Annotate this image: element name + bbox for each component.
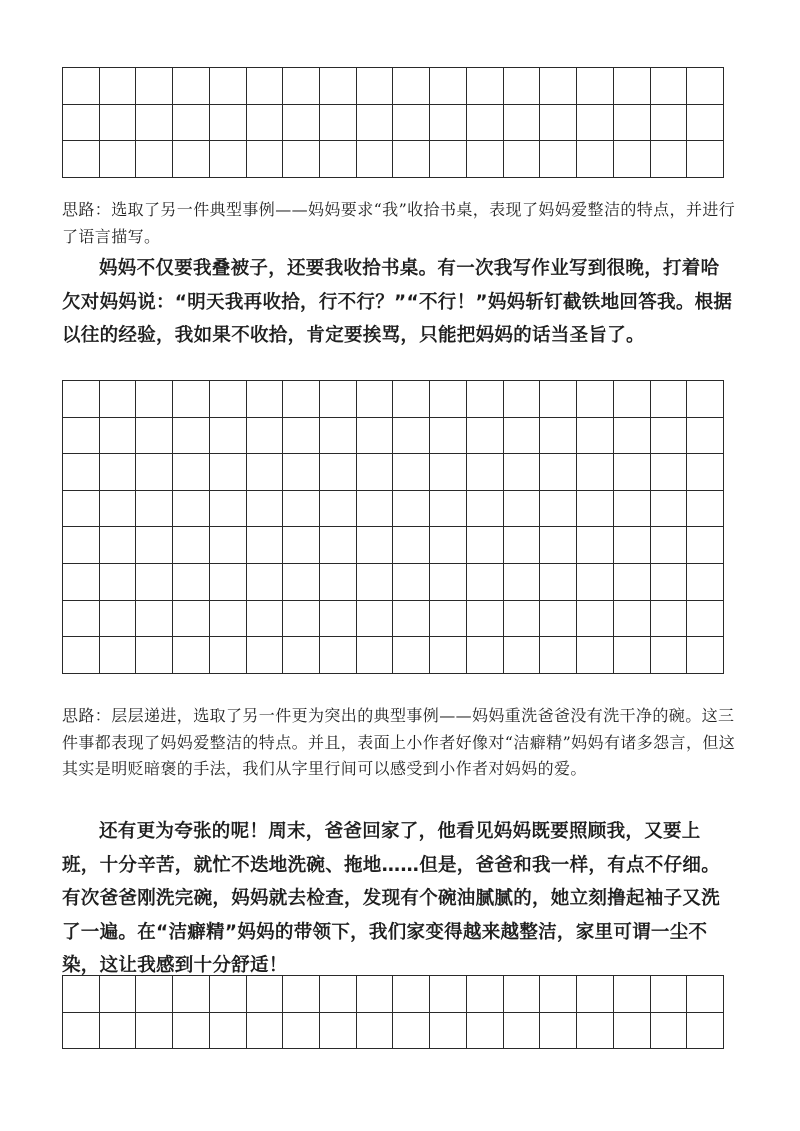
grid-cell [173, 68, 210, 105]
grid-cell [283, 381, 320, 418]
grid-cell [687, 381, 724, 418]
grid-cell [504, 601, 541, 638]
grid-cell [100, 381, 137, 418]
grid-cell [687, 601, 724, 638]
grid-cell [614, 454, 651, 491]
grid-cell [687, 637, 724, 674]
grid-cell [504, 418, 541, 455]
grid-cell [136, 976, 173, 1013]
grid-cell [320, 105, 357, 142]
grid-cell [393, 68, 430, 105]
grid-cell [430, 1013, 467, 1050]
grid-cell [247, 141, 284, 178]
grid-cell [320, 491, 357, 528]
thinking-note-1: 思路：选取了另一件典型事例——妈妈要求“我”收拾书桌，表现了妈妈爱整洁的特点，并进行了语言描写。 [62, 200, 736, 246]
grid-cell [100, 637, 137, 674]
grid-cell [651, 68, 688, 105]
grid-cell [320, 418, 357, 455]
grid-cell [63, 105, 100, 142]
grid-cell [100, 976, 137, 1013]
grid-cell [393, 418, 430, 455]
grid-cell [430, 381, 467, 418]
grid-cell [393, 601, 430, 638]
grid-cell [210, 491, 247, 528]
grid-cell [136, 491, 173, 528]
essay-paragraph-2: 还有更为夸张的呢！周末，爸爸回家了，他看见妈妈既要照顾我，又要上班，十分辛苦，就忙不迭地洗碗、拖地……但是，爸爸和我一样，有点不仔细。有次爸爸刚洗完碗，妈妈就去检查，发现有个碗油腻腻的，她立刻撸起袖子又洗了一遍。在“洁癖精”妈妈的带领下，我们家变得越来越整洁，家里可谓一尘不染，这让我感到十分舒适！ [62, 821, 721, 976]
grid-cell [136, 601, 173, 638]
grid-cell [467, 418, 504, 455]
grid-cell [100, 1013, 137, 1050]
grid-cell [651, 1013, 688, 1050]
grid-cell [136, 527, 173, 564]
grid-cell [173, 1013, 210, 1050]
grid-cell [393, 381, 430, 418]
grid-cell [577, 454, 614, 491]
grid-cell [651, 637, 688, 674]
grid-cell [320, 564, 357, 601]
grid-cell [136, 454, 173, 491]
grid-cell [614, 418, 651, 455]
grid-cell [504, 1013, 541, 1050]
grid-cell [430, 637, 467, 674]
grid-cell [577, 105, 614, 142]
grid-cell [577, 68, 614, 105]
grid-cell [467, 527, 504, 564]
grid-cell [651, 491, 688, 528]
grid-cell [467, 1013, 504, 1050]
grid-cell [614, 105, 651, 142]
grid-cell [357, 637, 394, 674]
grid-cell [540, 105, 577, 142]
grid-cell [651, 105, 688, 142]
grid-cell [430, 564, 467, 601]
grid-cell [467, 601, 504, 638]
grid-cell [614, 1013, 651, 1050]
grid-cell [504, 381, 541, 418]
grid-cell [357, 381, 394, 418]
grid-cell [393, 105, 430, 142]
grid-cell [320, 976, 357, 1013]
grid-cell [504, 527, 541, 564]
grid-cell [100, 418, 137, 455]
grid-cell [100, 141, 137, 178]
grid-cell [357, 976, 394, 1013]
grid-cell [100, 491, 137, 528]
grid-cell [63, 1013, 100, 1050]
grid-cell [504, 141, 541, 178]
grid-cell [210, 418, 247, 455]
grid-cell [614, 564, 651, 601]
grid-cell [467, 68, 504, 105]
grid-cell [283, 564, 320, 601]
grid-cell [283, 601, 320, 638]
grid-cell [63, 68, 100, 105]
grid-cell [63, 491, 100, 528]
grid-cell [467, 976, 504, 1013]
grid-cell [320, 381, 357, 418]
grid-cell [173, 976, 210, 1013]
grid-cell [651, 564, 688, 601]
grid-cell [687, 527, 724, 564]
grid-cell [393, 976, 430, 1013]
grid-cell [540, 527, 577, 564]
grid-cell [247, 105, 284, 142]
grid-cell [320, 454, 357, 491]
grid-cell [577, 564, 614, 601]
grid-cell [320, 141, 357, 178]
grid-cell [504, 637, 541, 674]
grid-cell [210, 381, 247, 418]
grid-cell [687, 976, 724, 1013]
grid-cell [467, 564, 504, 601]
grid-cell [173, 454, 210, 491]
grid-cell [430, 105, 467, 142]
grid-cell [136, 141, 173, 178]
grid-cell [247, 564, 284, 601]
grid-cell [100, 454, 137, 491]
grid-cell [393, 637, 430, 674]
grid-cell [614, 491, 651, 528]
grid-cell [504, 68, 541, 105]
grid-cell [687, 491, 724, 528]
grid-cell [247, 527, 284, 564]
grid-cell [136, 105, 173, 142]
grid-cell [357, 68, 394, 105]
grid-cell [320, 68, 357, 105]
grid-cell [540, 68, 577, 105]
grid-cell [136, 637, 173, 674]
grid-cell [210, 637, 247, 674]
grid-cell [283, 418, 320, 455]
grid-cell [136, 418, 173, 455]
grid-cell [614, 601, 651, 638]
grid-cell [63, 141, 100, 178]
grid-cell [357, 454, 394, 491]
grid-cell [540, 381, 577, 418]
grid-cell [247, 454, 284, 491]
grid-cell [577, 527, 614, 564]
essay-paragraph-1: 妈妈不仅要我叠被子，还要我收拾书桌。有一次我写作业写到很晚，打着哈欠对妈妈说：“明天我再收拾，行不行？”“不行！”妈妈斩钉截铁地回答我。根据以往的经验，我如果不收拾，肯定要挨骂，只能把妈妈的话当圣旨了。 [62, 258, 733, 346]
grid-cell [100, 601, 137, 638]
grid-cell [210, 68, 247, 105]
grid-cell [393, 564, 430, 601]
writing-grid-2 [62, 380, 724, 674]
grid-cell [357, 418, 394, 455]
grid-cell [540, 637, 577, 674]
grid-cell [283, 491, 320, 528]
writing-grid-1 [62, 67, 724, 178]
grid-cell [357, 527, 394, 564]
writing-grid-3 [62, 975, 724, 1049]
grid-cell [210, 105, 247, 142]
grid-cell [320, 527, 357, 564]
grid-cell [430, 527, 467, 564]
grid-cell [173, 564, 210, 601]
grid-cell [283, 68, 320, 105]
thinking-note-2: 思路：层层递进，选取了另一件更为突出的典型事例——妈妈重洗爸爸没有洗干净的碗。这三件事都表现了妈妈爱整洁的特点。并且，表面上小作者好像对“洁癖精”妈妈有诸多怨言，但这其实是明贬暗褒的手法，我们从字里行间可以感受到小作者对妈妈的爱。 [62, 706, 736, 778]
grid-cell [210, 454, 247, 491]
grid-cell [173, 141, 210, 178]
grid-cell [63, 527, 100, 564]
grid-cell [63, 418, 100, 455]
grid-cell [687, 1013, 724, 1050]
grid-cell [467, 491, 504, 528]
grid-cell [247, 68, 284, 105]
grid-cell [651, 601, 688, 638]
grid-cell [430, 141, 467, 178]
grid-cell [577, 1013, 614, 1050]
grid-cell [283, 454, 320, 491]
grid-cell [504, 564, 541, 601]
grid-cell [283, 1013, 320, 1050]
grid-cell [430, 601, 467, 638]
grid-cell [430, 454, 467, 491]
grid-cell [687, 141, 724, 178]
grid-cell [430, 418, 467, 455]
grid-cell [467, 454, 504, 491]
grid-cell [577, 141, 614, 178]
grid-cell [210, 564, 247, 601]
grid-cell [100, 105, 137, 142]
grid-cell [687, 105, 724, 142]
grid-cell [173, 527, 210, 564]
grid-cell [283, 141, 320, 178]
grid-cell [540, 454, 577, 491]
grid-cell [247, 637, 284, 674]
grid-cell [577, 637, 614, 674]
grid-cell [687, 68, 724, 105]
grid-cell [283, 527, 320, 564]
grid-cell [247, 976, 284, 1013]
grid-cell [540, 491, 577, 528]
grid-cell [210, 141, 247, 178]
grid-cell [577, 418, 614, 455]
grid-cell [283, 976, 320, 1013]
grid-cell [651, 381, 688, 418]
grid-cell [687, 564, 724, 601]
grid-cell [393, 454, 430, 491]
grid-cell [357, 1013, 394, 1050]
grid-cell [504, 105, 541, 142]
grid-cell [63, 564, 100, 601]
grid-cell [430, 68, 467, 105]
grid-cell [136, 564, 173, 601]
grid-cell [577, 491, 614, 528]
grid-cell [100, 527, 137, 564]
grid-cell [136, 68, 173, 105]
grid-cell [393, 491, 430, 528]
grid-cell [136, 1013, 173, 1050]
grid-cell [100, 564, 137, 601]
grid-cell [467, 105, 504, 142]
grid-cell [63, 976, 100, 1013]
grid-cell [357, 105, 394, 142]
grid-cell [357, 141, 394, 178]
grid-cell [247, 1013, 284, 1050]
grid-cell [430, 491, 467, 528]
grid-cell [210, 527, 247, 564]
grid-cell [540, 418, 577, 455]
grid-cell [357, 601, 394, 638]
grid-cell [687, 418, 724, 455]
grid-cell [173, 418, 210, 455]
grid-cell [540, 601, 577, 638]
grid-cell [577, 381, 614, 418]
grid-cell [393, 1013, 430, 1050]
grid-cell [63, 601, 100, 638]
grid-cell [393, 527, 430, 564]
grid-cell [614, 527, 651, 564]
grid-cell [393, 141, 430, 178]
grid-cell [540, 141, 577, 178]
grid-cell [320, 1013, 357, 1050]
grid-cell [210, 1013, 247, 1050]
grid-cell [540, 564, 577, 601]
grid-cell [247, 418, 284, 455]
grid-cell [210, 601, 247, 638]
grid-cell [651, 976, 688, 1013]
grid-cell [357, 564, 394, 601]
grid-cell [577, 601, 614, 638]
grid-cell [614, 141, 651, 178]
grid-cell [283, 637, 320, 674]
grid-cell [614, 68, 651, 105]
grid-cell [173, 105, 210, 142]
grid-cell [430, 976, 467, 1013]
grid-cell [540, 1013, 577, 1050]
grid-cell [173, 601, 210, 638]
grid-cell [247, 601, 284, 638]
grid-cell [247, 491, 284, 528]
grid-cell [173, 637, 210, 674]
grid-cell [614, 381, 651, 418]
grid-cell [467, 381, 504, 418]
grid-cell [614, 976, 651, 1013]
grid-cell [467, 141, 504, 178]
grid-cell [100, 68, 137, 105]
grid-cell [651, 527, 688, 564]
grid-cell [540, 976, 577, 1013]
grid-cell [173, 491, 210, 528]
grid-cell [651, 418, 688, 455]
grid-cell [504, 976, 541, 1013]
grid-cell [651, 141, 688, 178]
grid-cell [63, 381, 100, 418]
grid-cell [320, 601, 357, 638]
grid-cell [577, 976, 614, 1013]
grid-cell [687, 454, 724, 491]
grid-cell [210, 976, 247, 1013]
grid-cell [136, 381, 173, 418]
grid-cell [63, 637, 100, 674]
grid-cell [357, 491, 394, 528]
grid-cell [467, 637, 504, 674]
grid-cell [614, 637, 651, 674]
grid-cell [504, 491, 541, 528]
grid-cell [504, 454, 541, 491]
grid-cell [283, 105, 320, 142]
grid-cell [173, 381, 210, 418]
grid-cell [247, 381, 284, 418]
grid-cell [320, 637, 357, 674]
grid-cell [63, 454, 100, 491]
grid-cell [651, 454, 688, 491]
